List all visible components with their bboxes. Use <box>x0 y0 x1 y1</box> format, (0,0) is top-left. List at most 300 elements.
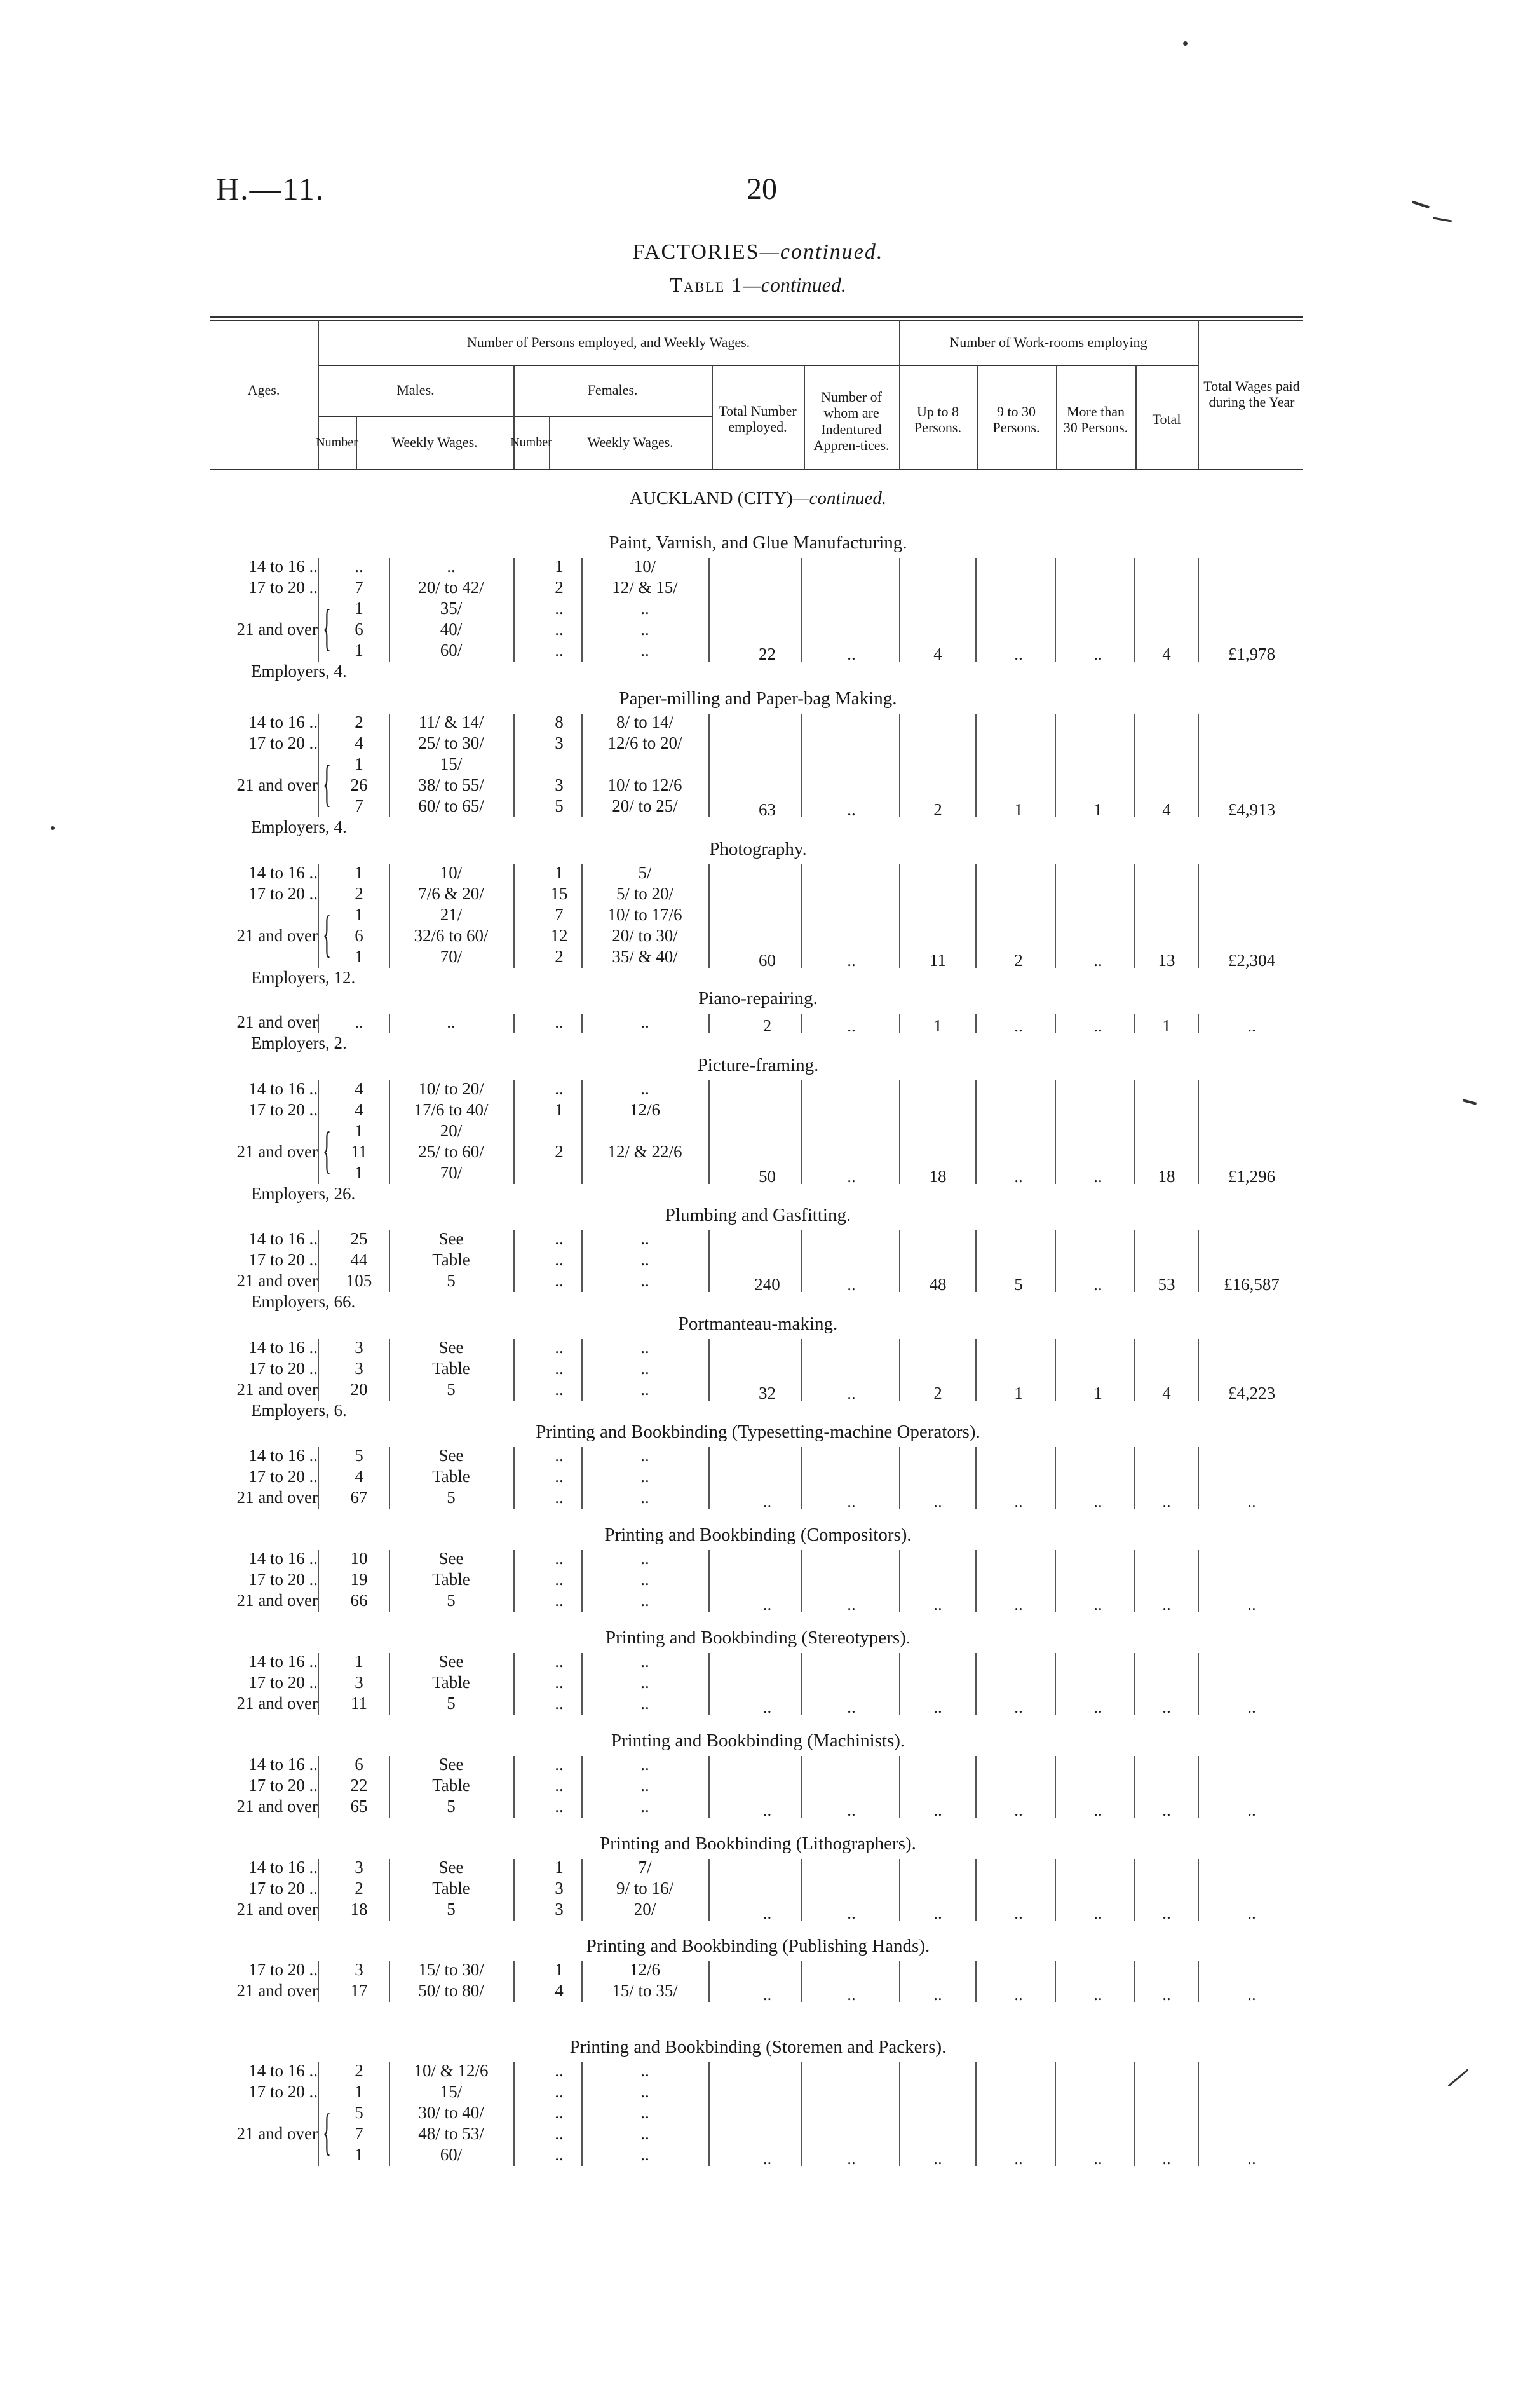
column-rule <box>1198 1859 1199 1921</box>
workrooms-up-to-8: 2 <box>933 800 942 819</box>
female-weekly-wages: .. <box>640 1797 649 1816</box>
column-rule <box>899 1230 900 1292</box>
age-label: 17 to 20 .. <box>248 1250 318 1269</box>
table-title <box>0 273 1516 297</box>
brace: { <box>323 1121 331 1178</box>
header-ages: Ages. <box>247 382 280 398</box>
workrooms-9-to-30: 1 <box>1014 1384 1023 1403</box>
male-number: 65 <box>350 1797 368 1816</box>
column-rule <box>1198 864 1199 968</box>
male-weekly-wages: 5 <box>447 1271 456 1290</box>
column-rule <box>1055 1080 1056 1184</box>
female-weekly-wages: .. <box>640 1549 649 1568</box>
male-number: 44 <box>350 1250 368 1269</box>
female-weekly-wages: .. <box>640 2124 649 2143</box>
total-wages: £4,223 <box>1228 1384 1276 1403</box>
table-label-suffix: —continued. <box>743 273 846 296</box>
indentured-apprentices: .. <box>847 1167 856 1186</box>
male-number: 17 <box>350 1981 368 2000</box>
female-number: .. <box>555 1250 564 1269</box>
column-rule <box>318 1447 319 1509</box>
female-weekly-wages: .. <box>640 1755 649 1774</box>
male-weekly-wages: 25/ to 60/ <box>418 1142 484 1161</box>
male-number: 20 <box>350 1380 368 1399</box>
female-weekly-wages: .. <box>640 1776 649 1795</box>
male-weekly-wages: Table <box>432 1467 470 1486</box>
workrooms-9-to-30: 1 <box>1014 800 1023 819</box>
age-label: 17 to 20 .. <box>248 1879 318 1898</box>
column-rule <box>1198 2062 1199 2166</box>
male-weekly-wages: Table <box>432 1673 470 1692</box>
workrooms-total: .. <box>1162 1697 1171 1717</box>
indentured-apprentices: .. <box>847 1697 856 1717</box>
section-title: Picture-framing. <box>697 1055 819 1075</box>
male-number: 6 <box>355 1755 363 1774</box>
total-employed: 50 <box>759 1167 776 1186</box>
female-number: .. <box>555 1652 564 1671</box>
section-title: Photography. <box>709 839 807 859</box>
workrooms-more-than-30: 1 <box>1093 800 1102 819</box>
column-rule <box>1055 864 1056 968</box>
male-number: .. <box>355 1012 363 1031</box>
age-label: 21 and over <box>236 1142 318 1161</box>
male-weekly-wages: 60/ <box>440 2145 463 2164</box>
female-number: 2 <box>555 1142 564 1161</box>
male-weekly-wages: 11/ & 14/ <box>418 712 484 731</box>
age-label: 21 and over <box>236 620 318 639</box>
male-number: 2 <box>355 1879 363 1898</box>
indentured-apprentices: .. <box>847 1800 856 1820</box>
workrooms-9-to-30: 5 <box>1014 1275 1023 1294</box>
female-weekly-wages: 35/ & 40/ <box>612 947 678 966</box>
workrooms-up-to-8: 2 <box>933 1384 942 1403</box>
female-weekly-wages: 20/ to 30/ <box>612 926 678 945</box>
male-weekly-wages: 10/ <box>440 863 463 882</box>
total-wages: .. <box>1247 1016 1256 1035</box>
male-weekly-wages: Table <box>432 1776 470 1795</box>
female-weekly-wages: 10/ to 12/6 <box>607 775 682 794</box>
workrooms-up-to-8: .. <box>933 1903 942 1922</box>
brace: { <box>323 905 331 962</box>
age-label: 21 and over <box>236 926 318 945</box>
female-number: 2 <box>555 578 564 597</box>
female-weekly-wages: 10/ to 17/6 <box>607 905 682 924</box>
male-weekly-wages: See <box>438 1338 464 1357</box>
age-label: 14 to 16 .. <box>248 1229 318 1248</box>
workrooms-more-than-30: .. <box>1093 1697 1102 1717</box>
total-employed: .. <box>762 1492 772 1511</box>
male-number: 1 <box>355 754 363 773</box>
column-rule <box>1198 1339 1199 1401</box>
female-number: 4 <box>555 1981 564 2000</box>
workrooms-9-to-30: .. <box>1014 1492 1023 1511</box>
female-number: .. <box>555 1673 564 1692</box>
column-rule <box>975 1550 977 1612</box>
male-weekly-wages: 15/ to 30/ <box>418 1960 484 1979</box>
male-weekly-wages: 35/ <box>440 599 463 618</box>
column-rule <box>1198 1756 1199 1818</box>
workrooms-more-than-30: .. <box>1093 2149 1102 2168</box>
column-rule <box>1055 714 1056 817</box>
female-weekly-wages: 7/ <box>638 1858 652 1877</box>
column-rule <box>975 1961 977 2002</box>
male-weekly-wages: 20/ <box>440 1121 463 1140</box>
male-weekly-wages: 48/ to 53/ <box>418 2124 484 2143</box>
employers-count: Employers, 12. <box>251 968 356 987</box>
female-number: .. <box>555 1079 564 1098</box>
workrooms-total: .. <box>1162 1800 1171 1820</box>
female-number: 1 <box>555 863 564 882</box>
female-weekly-wages: .. <box>640 1446 649 1465</box>
female-number: 1 <box>555 1100 564 1119</box>
age-label: 14 to 16 .. <box>248 1446 318 1465</box>
female-weekly-wages: .. <box>640 620 649 639</box>
female-weekly-wages: .. <box>640 1380 649 1399</box>
female-number: .. <box>555 1012 564 1031</box>
column-rule <box>1198 714 1199 817</box>
female-number: .. <box>555 1797 564 1816</box>
age-label: 14 to 16 .. <box>248 2061 318 2080</box>
female-weekly-wages: .. <box>640 1338 649 1357</box>
male-number: 1 <box>355 947 363 966</box>
male-number: 3 <box>355 1960 363 1979</box>
header-up-to-8: Up to 8 Persons. <box>914 403 961 435</box>
male-weekly-wages: 15/ <box>440 2082 463 2101</box>
female-number: .. <box>555 1338 564 1357</box>
total-employed: 60 <box>759 951 776 970</box>
column-rule <box>899 864 900 968</box>
workrooms-total: .. <box>1162 1903 1171 1922</box>
age-label: 14 to 16 .. <box>248 863 318 882</box>
indentured-apprentices: .. <box>847 1016 856 1035</box>
workrooms-total: .. <box>1162 2149 1171 2168</box>
workrooms-9-to-30: .. <box>1014 1800 1023 1820</box>
female-weekly-wages: .. <box>640 1271 649 1290</box>
age-label: 14 to 16 .. <box>248 1858 318 1877</box>
indentured-apprentices: .. <box>847 951 856 970</box>
workrooms-more-than-30: .. <box>1093 951 1102 970</box>
column-rule <box>1055 2062 1056 2166</box>
male-number: 1 <box>355 1652 363 1671</box>
header-persons-group: Number of Persons employed, and Weekly Wages. <box>466 334 750 351</box>
male-number: 18 <box>350 1900 368 1919</box>
female-number: .. <box>555 1570 564 1589</box>
male-number: 11 <box>351 1694 367 1713</box>
header-males: Males. <box>396 382 435 398</box>
age-label: 14 to 16 .. <box>248 1549 318 1568</box>
column-rule <box>975 1080 977 1184</box>
female-number: .. <box>555 1488 564 1507</box>
male-number: 7 <box>355 2124 363 2143</box>
total-wages: £4,913 <box>1228 800 1276 819</box>
workrooms-9-to-30: .. <box>1014 1697 1023 1717</box>
column-rule <box>1055 1230 1056 1292</box>
female-weekly-wages: .. <box>640 1229 649 1248</box>
male-weekly-wages: 15/ <box>440 754 463 773</box>
indentured-apprentices: .. <box>847 1903 856 1922</box>
indentured-apprentices: .. <box>847 1492 856 1511</box>
header-workrooms-group: Number of Work-rooms employing <box>949 334 1147 351</box>
age-label: 21 and over <box>236 1591 318 1610</box>
age-label: 21 and over <box>236 1797 318 1816</box>
age-label: 21 and over <box>236 1271 318 1290</box>
workrooms-total: 13 <box>1158 951 1175 970</box>
workrooms-total: 53 <box>1158 1275 1175 1294</box>
column-rule <box>975 714 977 817</box>
workrooms-up-to-8: .. <box>933 1595 942 1614</box>
male-number: 11 <box>351 1142 367 1161</box>
age-label: 14 to 16 .. <box>248 712 318 731</box>
female-number: 15 <box>550 884 568 903</box>
total-employed: 2 <box>762 1016 772 1035</box>
workrooms-more-than-30: .. <box>1093 1275 1102 1294</box>
male-number: 3 <box>355 1858 363 1877</box>
section-title: Piano-repairing. <box>698 988 818 1009</box>
male-number: 5 <box>355 1446 363 1465</box>
workrooms-total: .. <box>1162 1492 1171 1511</box>
male-number: 3 <box>355 1673 363 1692</box>
column-rule <box>975 1653 977 1715</box>
male-number: 105 <box>346 1271 372 1290</box>
female-weekly-wages: .. <box>640 1467 649 1486</box>
age-label: 17 to 20 .. <box>248 1570 318 1589</box>
male-number: 1 <box>355 2145 363 2164</box>
workrooms-up-to-8: 1 <box>933 1016 942 1035</box>
column-rule <box>1055 1859 1056 1921</box>
total-wages: .. <box>1247 1697 1256 1717</box>
male-weekly-wages: 60/ to 65/ <box>418 796 484 815</box>
workrooms-more-than-30: .. <box>1093 1800 1102 1820</box>
female-number: .. <box>555 1755 564 1774</box>
workrooms-9-to-30: .. <box>1014 1167 1023 1186</box>
female-number: 7 <box>555 905 564 924</box>
female-number: 1 <box>555 1858 564 1877</box>
employers-count: Employers, 4. <box>251 817 347 836</box>
age-label: 21 and over <box>236 1981 318 2000</box>
age-label: 21 and over <box>236 775 318 794</box>
column-rule <box>1055 1339 1056 1401</box>
female-weekly-wages: 12/6 to 20/ <box>607 733 682 752</box>
female-weekly-wages: .. <box>640 2061 649 2080</box>
male-number: 3 <box>355 1338 363 1357</box>
workrooms-9-to-30: .. <box>1014 1903 1023 1922</box>
age-label: 17 to 20 .. <box>248 578 318 597</box>
female-number: 3 <box>555 775 564 794</box>
workrooms-total: .. <box>1162 1985 1171 2004</box>
male-weekly-wages: 7/6 & 20/ <box>418 884 484 903</box>
column-rule <box>899 1339 900 1401</box>
column-rule <box>975 1447 977 1509</box>
column-rule <box>1055 1014 1056 1033</box>
indentured-apprentices: .. <box>847 1985 856 2004</box>
male-number: 3 <box>355 1359 363 1378</box>
total-employed: .. <box>762 1800 772 1820</box>
female-number: .. <box>555 2103 564 2122</box>
column-rule <box>318 864 319 968</box>
column-rule <box>318 1339 319 1401</box>
section-title: Paint, Varnish, and Glue Manufacturing. <box>609 533 907 553</box>
total-wages: £1,978 <box>1228 644 1276 663</box>
workrooms-up-to-8: .. <box>933 1800 942 1820</box>
age-label: 21 and over <box>236 1900 318 1919</box>
female-number: .. <box>555 1776 564 1795</box>
male-number: 1 <box>355 863 363 882</box>
male-number: 4 <box>355 1467 363 1486</box>
section-title: Printing and Bookbinding (Machinists). <box>611 1731 905 1751</box>
male-weekly-wages: Table <box>432 1570 470 1589</box>
female-weekly-wages: .. <box>640 1570 649 1589</box>
section-title: Printing and Bookbinding (Lithographers). <box>600 1833 916 1854</box>
male-weekly-wages: Table <box>432 1359 470 1378</box>
workrooms-more-than-30: .. <box>1093 1016 1102 1035</box>
male-weekly-wages: 38/ to 55/ <box>418 775 484 794</box>
age-label: 17 to 20 .. <box>248 1100 318 1119</box>
male-weekly-wages: 5 <box>447 1694 456 1713</box>
female-weekly-wages: .. <box>640 1652 649 1671</box>
total-employed: .. <box>762 1985 772 2004</box>
female-number: 8 <box>555 712 564 731</box>
female-number: .. <box>555 1591 564 1610</box>
male-number: 25 <box>350 1229 368 1248</box>
female-weekly-wages: .. <box>640 1673 649 1692</box>
workrooms-9-to-30: .. <box>1014 1595 1023 1614</box>
column-rule <box>318 1230 319 1292</box>
male-number: 6 <box>355 620 363 639</box>
male-weekly-wages: 5 <box>447 1591 456 1610</box>
column-rule <box>899 714 900 817</box>
female-number: .. <box>555 2145 564 2164</box>
male-weekly-wages: 5 <box>447 1797 456 1816</box>
male-weekly-wages: See <box>438 1549 464 1568</box>
female-weekly-wages: 12/ & 22/6 <box>607 1142 682 1161</box>
age-label: 14 to 16 .. <box>248 1079 318 1098</box>
female-weekly-wages: 20/ <box>633 1900 656 1919</box>
column-rule <box>899 2062 900 2166</box>
female-weekly-wages: 5/ to 20/ <box>616 884 673 903</box>
female-weekly-wages: .. <box>640 1488 649 1507</box>
age-label: 21 and over <box>236 1380 318 1399</box>
workrooms-9-to-30: .. <box>1014 2149 1023 2168</box>
workrooms-total: .. <box>1162 1595 1171 1614</box>
male-weekly-wages: 30/ to 40/ <box>418 2103 484 2122</box>
total-wages: £2,304 <box>1228 951 1276 970</box>
workrooms-total: 1 <box>1162 1016 1171 1035</box>
male-weekly-wages: See <box>438 1858 464 1877</box>
male-number: 1 <box>355 2082 363 2101</box>
workrooms-up-to-8: .. <box>933 2149 942 2168</box>
age-label: 17 to 20 .. <box>248 1776 318 1795</box>
column-rule <box>975 1859 977 1921</box>
male-weekly-wages: 21/ <box>440 905 463 924</box>
page-title-text: FACTORIES <box>632 240 760 264</box>
indentured-apprentices: .. <box>847 644 856 663</box>
column-rule <box>975 2062 977 2166</box>
age-label: 21 and over <box>236 2124 318 2143</box>
column-rule <box>318 558 319 662</box>
employers-count: Employers, 2. <box>251 1033 347 1052</box>
male-weekly-wages: 5 <box>447 1488 456 1507</box>
column-rule <box>318 1550 319 1612</box>
column-rule <box>318 1653 319 1715</box>
male-weekly-wages: 10/ to 20/ <box>418 1079 484 1098</box>
workrooms-9-to-30: 2 <box>1014 951 1023 970</box>
male-number: 7 <box>355 578 363 597</box>
region-heading <box>0 488 1516 509</box>
female-number: .. <box>555 1229 564 1248</box>
header-apprentices: Number of whom are Indentured Appren-tices. <box>813 388 890 453</box>
female-weekly-wages: .. <box>640 1694 649 1713</box>
column-rule <box>318 1859 319 1921</box>
female-weekly-wages: .. <box>640 1359 649 1378</box>
female-number: .. <box>555 2061 564 2080</box>
female-weekly-wages: 20/ to 25/ <box>612 796 678 815</box>
column-rule <box>318 1756 319 1818</box>
age-label: 14 to 16 .. <box>248 1652 318 1671</box>
workrooms-total: 18 <box>1158 1167 1175 1186</box>
female-number: 2 <box>555 947 564 966</box>
female-weekly-wages: .. <box>640 2082 649 2101</box>
female-number: 5 <box>555 796 564 815</box>
header-female-number: Number <box>510 435 552 449</box>
header-male-weekly-wages: Weekly Wages. <box>391 434 478 451</box>
female-number: 3 <box>555 1879 564 1898</box>
male-number: 1 <box>355 599 363 618</box>
age-label: 17 to 20 .. <box>248 1673 318 1692</box>
age-label: 14 to 16 .. <box>248 1338 318 1357</box>
header-female-weekly-wages: Weekly Wages. <box>587 434 673 451</box>
female-number: .. <box>555 1694 564 1713</box>
column-rule <box>1055 1756 1056 1818</box>
column-rule <box>1055 558 1056 662</box>
female-weekly-wages: 12/6 <box>629 1100 660 1119</box>
total-wages: .. <box>1247 1492 1256 1511</box>
female-number: .. <box>555 1467 564 1486</box>
indentured-apprentices: .. <box>847 1384 856 1403</box>
column-rule <box>1198 1014 1199 1033</box>
column-rule <box>1198 558 1199 662</box>
column-rule <box>1198 1080 1199 1184</box>
column-rule <box>1198 1961 1199 2002</box>
column-rule <box>318 714 319 817</box>
column-rule <box>318 1014 319 1033</box>
column-rule <box>975 1230 977 1292</box>
male-weekly-wages: Table <box>432 1879 470 1898</box>
male-number: 4 <box>355 1100 363 1119</box>
female-weekly-wages: 10/ <box>633 557 656 576</box>
male-number: 1 <box>355 1163 363 1182</box>
section-title: Paper-milling and Paper-bag Making. <box>619 688 897 709</box>
header-9-to-30: 9 to 30 Persons. <box>992 403 1040 435</box>
column-rule <box>899 1014 900 1033</box>
section-title: Printing and Bookbinding (Stereotypers). <box>605 1628 911 1648</box>
male-weekly-wages: 25/ to 30/ <box>418 733 484 752</box>
workrooms-up-to-8: .. <box>933 1985 942 2004</box>
male-weekly-wages: 5 <box>447 1900 456 1919</box>
workrooms-up-to-8: 11 <box>930 951 946 970</box>
age-label: 21 and over <box>236 1488 318 1507</box>
section-title: Plumbing and Gasfitting. <box>665 1205 851 1225</box>
male-number: 10 <box>350 1549 368 1568</box>
male-weekly-wages: 5 <box>447 1380 456 1399</box>
section-title: Printing and Bookbinding (Storemen and Packers). <box>569 2037 947 2057</box>
female-weekly-wages: 9/ to 16/ <box>616 1879 673 1898</box>
female-number: 1 <box>555 557 564 576</box>
column-rule <box>899 1756 900 1818</box>
male-weekly-wages: 60/ <box>440 641 463 660</box>
region-suffix: —continued. <box>792 488 887 508</box>
total-employed: 63 <box>759 800 776 819</box>
male-weekly-wages: 20/ to 42/ <box>418 578 484 597</box>
